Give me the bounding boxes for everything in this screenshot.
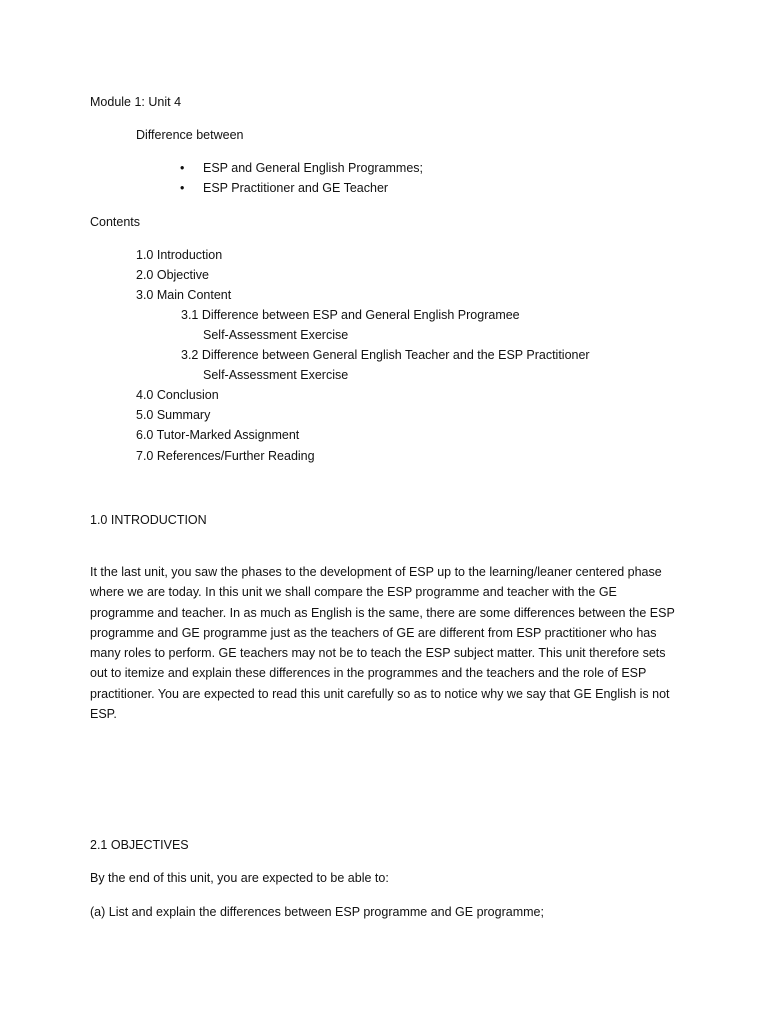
paragraph-line: out to itemize and explain these differences in the programmes and the teachers and the role of ESP: [90, 666, 647, 681]
toc-item: 3.0 Main Content: [136, 288, 232, 302]
bullet-item: [180, 158, 423, 178]
paragraph-line: where we are today. In this unit we shall compare the ESP programme and teacher with the GE: [90, 585, 617, 600]
introduction-heading: 1.0 INTRODUCTION: [90, 513, 207, 527]
difference-bullet-list: [180, 158, 423, 198]
toc-subitem: 3.2 Difference between General English Teacher and the ESP Practitioner: [181, 348, 590, 362]
bullet-icon: •: [180, 181, 185, 195]
difference-heading: Difference between: [136, 128, 244, 142]
objective-item-a: (a) List and explain the differences between ESP programme and GE programme;: [90, 905, 544, 919]
bullet-icon: •: [180, 161, 185, 175]
toc-item: 1.0 Introduction: [136, 248, 223, 262]
contents-heading: Contents: [90, 215, 141, 229]
toc-subitem-exercise: Self-Assessment Exercise: [203, 368, 349, 382]
objectives-intro: By the end of this unit, you are expected to be able to:: [90, 871, 389, 885]
objectives-heading: 2.1 OBJECTIVES: [90, 838, 189, 852]
toc-item: 6.0 Tutor-Marked Assignment: [136, 428, 300, 442]
toc-item: 2.0 Objective: [136, 268, 209, 282]
toc-item: 4.0 Conclusion: [136, 388, 219, 402]
bullet-text: ESP Practitioner and GE Teacher: [203, 181, 389, 195]
bullet-item: [180, 178, 423, 198]
toc-subitem-exercise: Self-Assessment Exercise: [203, 328, 349, 342]
introduction-paragraph: [90, 562, 685, 724]
paragraph-line: programme and GE programme just as the teachers of GE are different from ESP practitioner who has: [90, 625, 657, 640]
paragraph-line: It the last unit, you saw the phases to the development of ESP up to the learning/leaner centered phase: [90, 565, 662, 579]
toc-item: 7.0 References/Further Reading: [136, 449, 315, 463]
toc-subitem: 3.1 Difference between ESP and General English Programee: [181, 308, 520, 322]
paragraph-line: practitioner. You are expected to read this unit carefully so as to notice why we say that GE English is not: [90, 686, 670, 701]
module-title: Module 1: Unit 4: [90, 95, 182, 109]
paragraph-line: many roles to perform. GE teachers may not be to teach the ESP subject matter. This unit therefore sets: [90, 646, 666, 661]
bullet-text: ESP and General English Programmes;: [203, 161, 424, 175]
paragraph-line: ESP.: [90, 707, 117, 722]
toc-item: 5.0 Summary: [136, 408, 211, 422]
paragraph-line: programme and teacher. In as much as English is the same, there are some differences between the ESP: [90, 605, 675, 620]
